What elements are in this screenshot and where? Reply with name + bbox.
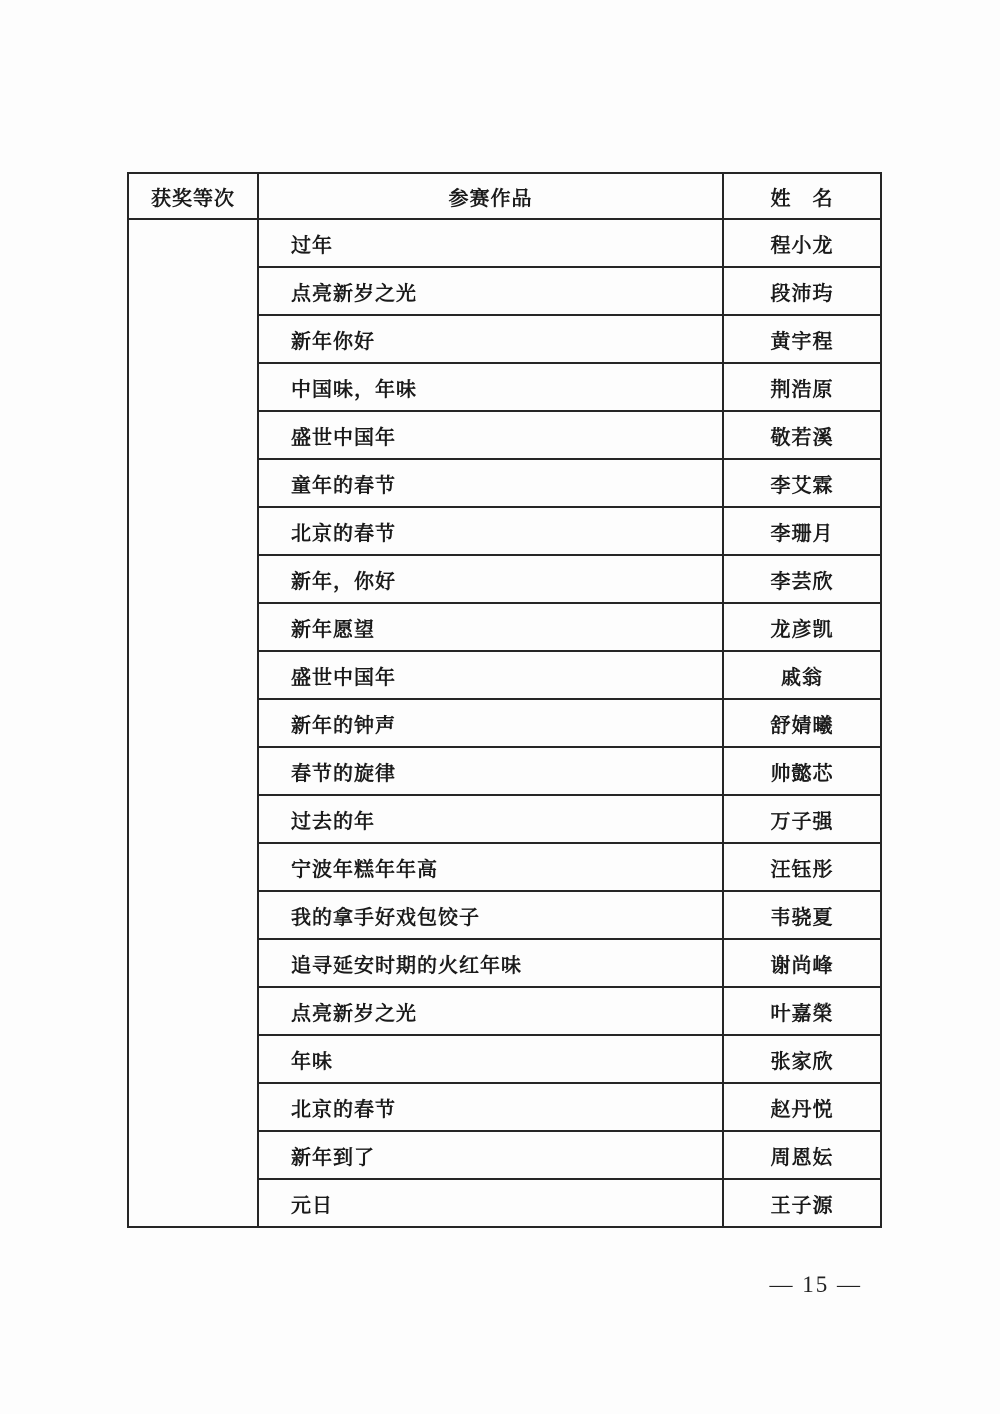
author-name-cell: 韦骁夏 xyxy=(723,891,881,939)
header-award-level: 获奖等次 xyxy=(128,173,258,219)
table-header xyxy=(128,173,881,219)
author-name-cell: 周恩妘 xyxy=(723,1131,881,1179)
work-title-cell: 新年你好 xyxy=(258,315,723,363)
author-name-cell: 汪钰彤 xyxy=(723,843,881,891)
work-title-cell: 宁波年糕年年高 xyxy=(258,843,723,891)
author-name-cell: 王子源 xyxy=(723,1179,881,1227)
author-name-cell: 李芸欣 xyxy=(723,555,881,603)
work-title-cell: 春节的旋律 xyxy=(258,747,723,795)
page-number: — 15 — xyxy=(769,1272,862,1297)
work-title-cell: 过年 xyxy=(258,219,723,267)
author-name-cell: 龙彦凯 xyxy=(723,603,881,651)
author-name-cell: 李艾霖 xyxy=(723,459,881,507)
work-title-cell: 年味 xyxy=(258,1035,723,1083)
work-title-cell: 中国味，年味 xyxy=(258,363,723,411)
author-name-cell: 舒婧曦 xyxy=(723,699,881,747)
header-name: 姓 名 xyxy=(723,173,881,219)
work-title-cell: 盛世中国年 xyxy=(258,411,723,459)
author-name-cell: 帅懿芯 xyxy=(723,747,881,795)
work-title-cell: 点亮新岁之光 xyxy=(258,267,723,315)
author-name-cell: 张家欣 xyxy=(723,1035,881,1083)
author-name-cell: 荆浩原 xyxy=(723,363,881,411)
work-title-cell: 新年的钟声 xyxy=(258,699,723,747)
table-body xyxy=(128,219,881,1227)
work-title-cell: 点亮新岁之光 xyxy=(258,987,723,1035)
header-entry-work: 参赛作品 xyxy=(258,173,723,219)
author-name-cell: 黄宇程 xyxy=(723,315,881,363)
author-name-cell: 叶嘉榮 xyxy=(723,987,881,1035)
header-row xyxy=(128,173,881,219)
work-title-cell: 新年，你好 xyxy=(258,555,723,603)
author-name-cell: 程小龙 xyxy=(723,219,881,267)
author-name-cell: 段沛玙 xyxy=(723,267,881,315)
award-level-cell xyxy=(128,219,258,1227)
work-title-cell: 北京的春节 xyxy=(258,507,723,555)
author-name-cell: 万子强 xyxy=(723,795,881,843)
work-title-cell: 追寻延安时期的火红年味 xyxy=(258,939,723,987)
author-name-cell: 李珊月 xyxy=(723,507,881,555)
work-title-cell: 盛世中国年 xyxy=(258,651,723,699)
work-title-cell: 新年到了 xyxy=(258,1131,723,1179)
awards-table xyxy=(127,172,882,1228)
author-name-cell: 戚翁 xyxy=(723,651,881,699)
work-title-cell: 童年的春节 xyxy=(258,459,723,507)
work-title-cell: 新年愿望 xyxy=(258,603,723,651)
author-name-cell: 敬若溪 xyxy=(723,411,881,459)
work-title-cell: 我的拿手好戏包饺子 xyxy=(258,891,723,939)
work-title-cell: 北京的春节 xyxy=(258,1083,723,1131)
work-title-cell: 元日 xyxy=(258,1179,723,1227)
author-name-cell: 谢尚峰 xyxy=(723,939,881,987)
author-name-cell: 赵丹悦 xyxy=(723,1083,881,1131)
work-title-cell: 过去的年 xyxy=(258,795,723,843)
table-row xyxy=(128,219,881,267)
